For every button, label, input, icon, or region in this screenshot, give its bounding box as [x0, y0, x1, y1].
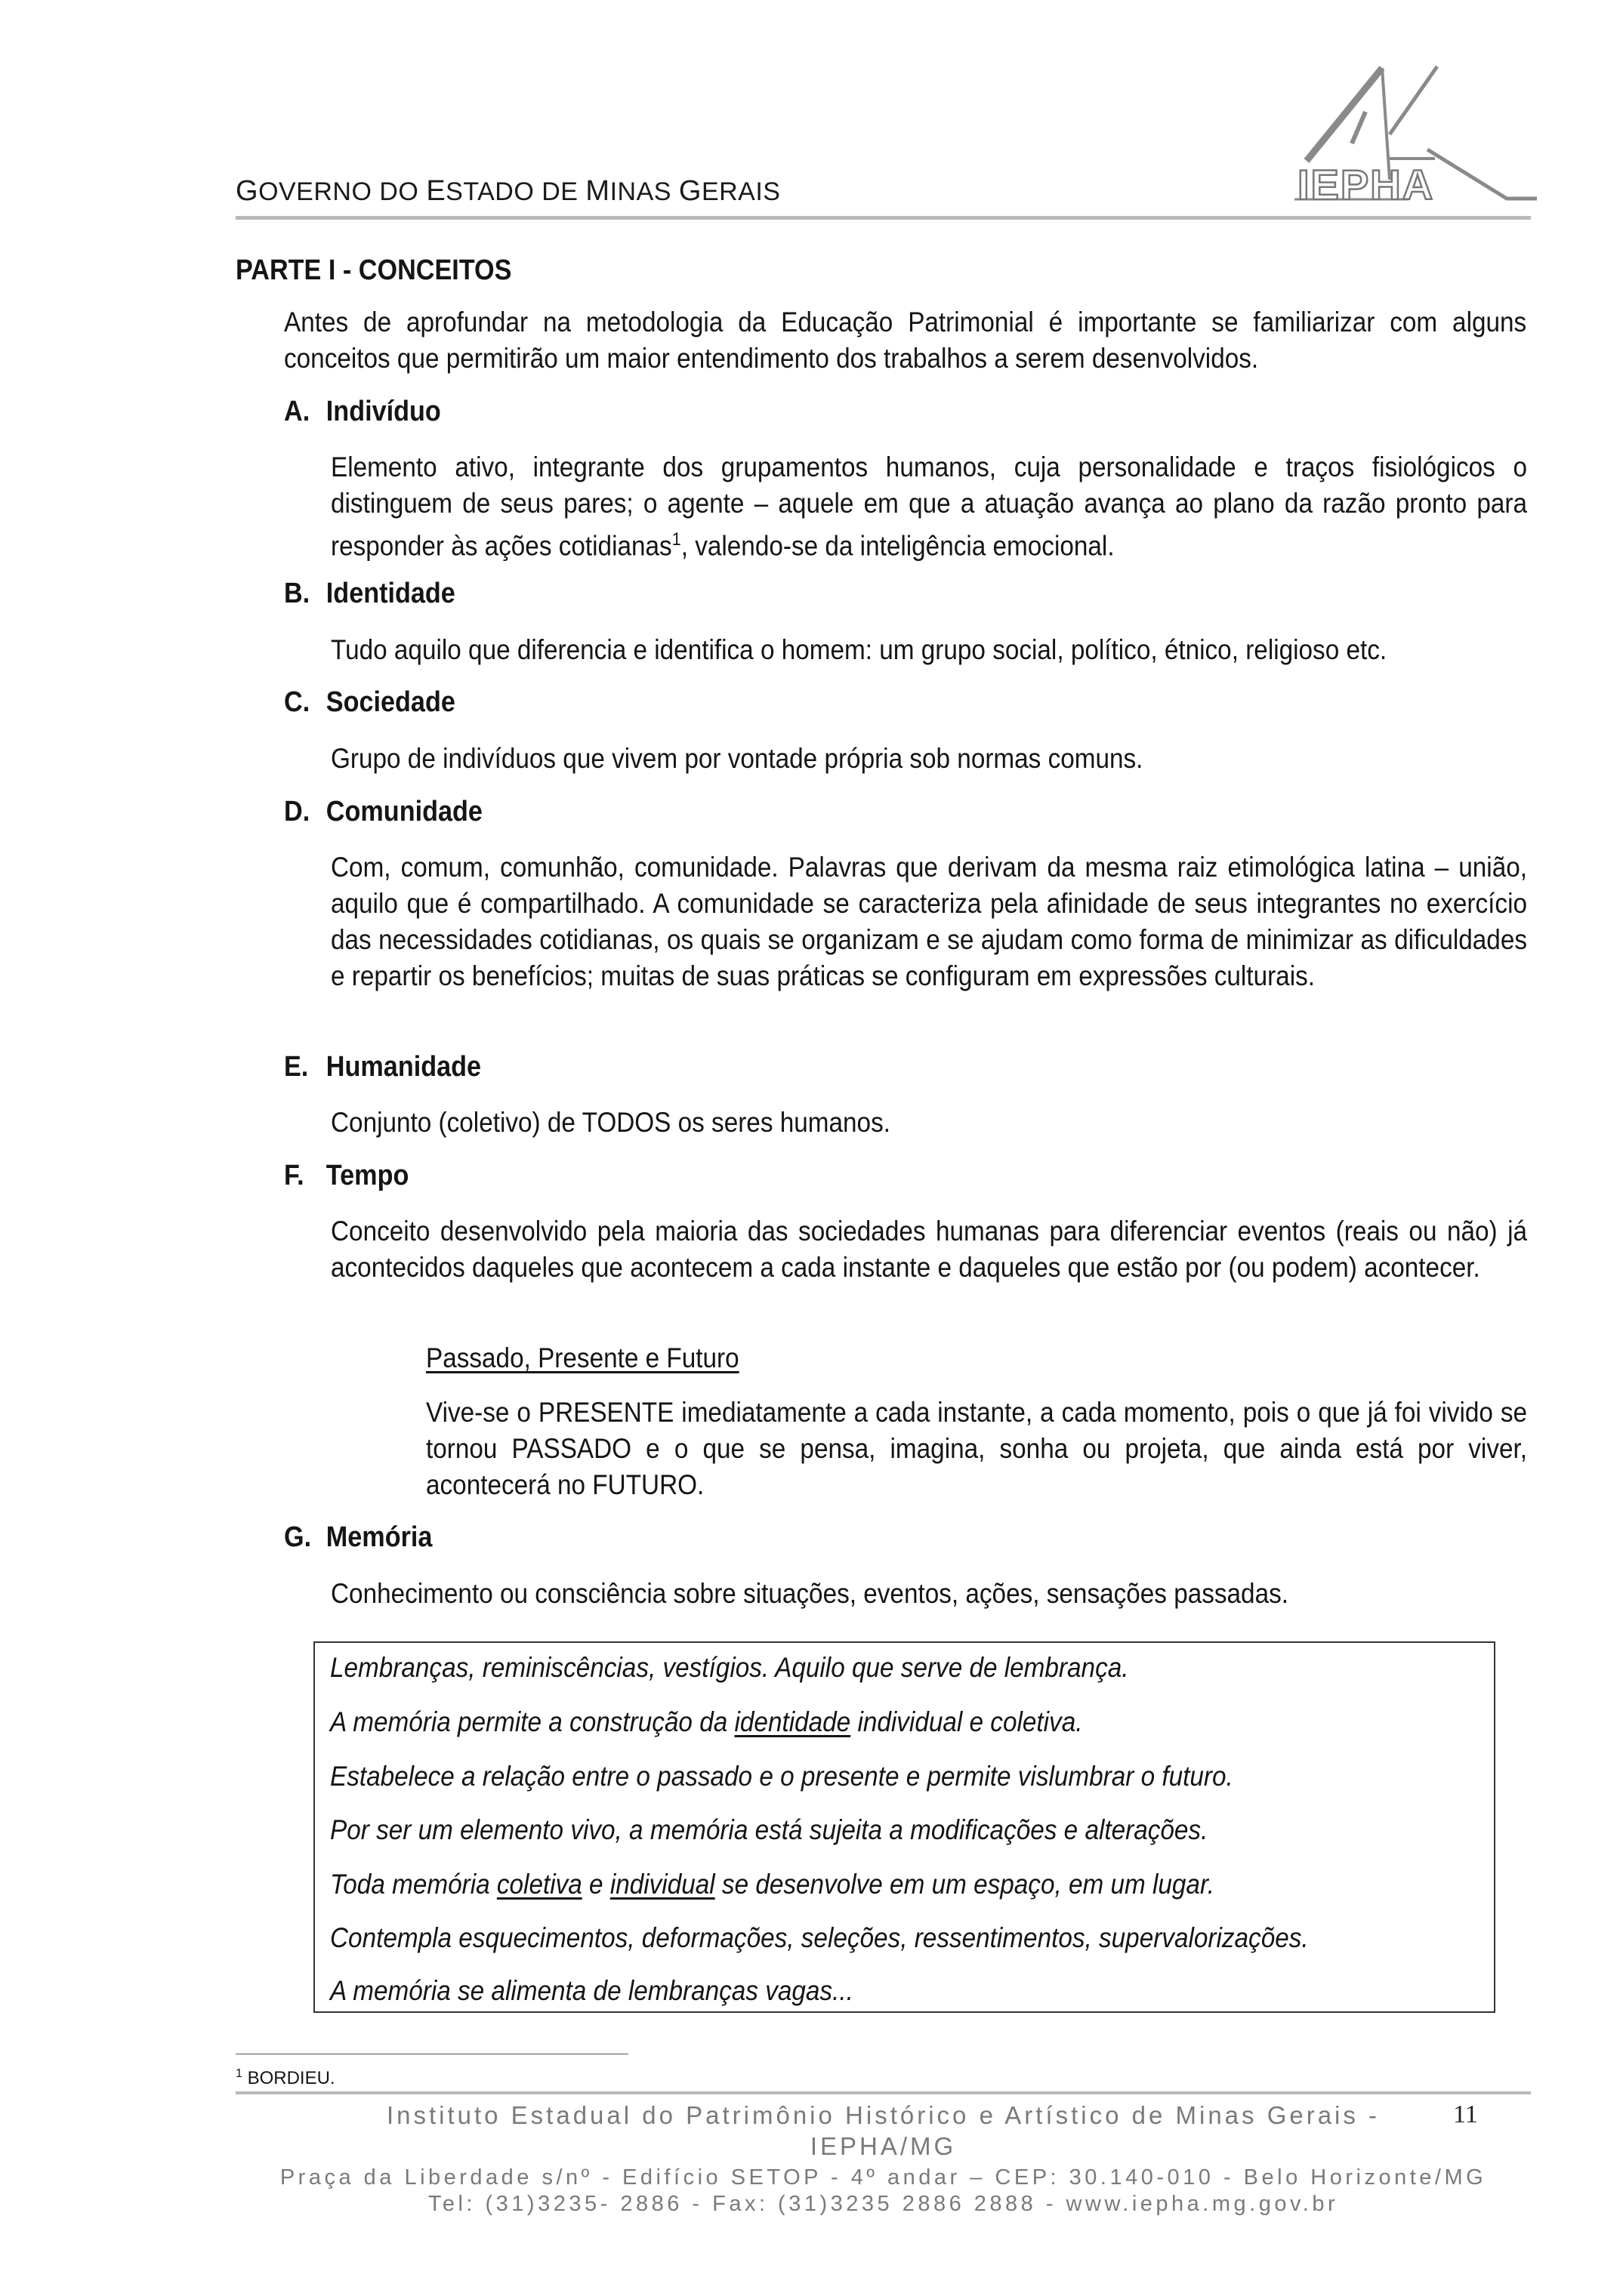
section-d-text: Com, comum, comunhão, comunidade. Palavras que derivam da mesma raiz etimológica latina – união, aquilo que é compartilhado. A comunidade se caracteriza pela afinidade de seus integrantes no exercício das necessidades cotidianas, os quais se organizam e se ajudam como forma de minimizar as dificuldades e repartir os benefícios; muitas de suas práticas se configuram em expressões culturais. [331, 852, 1527, 991]
box-line-4: Por ser um elemento vivo, a memória está sujeita a modificações e alterações. [330, 1814, 1208, 1845]
memory-box [313, 1641, 1495, 2013]
box-line-2: A memória permite a construção da identidade individual e coletiva. [330, 1706, 1083, 1737]
section-g-heading: G. Memória [284, 1521, 433, 1553]
section-b-heading: B. Identidade [284, 578, 455, 609]
page-number: 11 [1453, 2100, 1478, 2128]
header-divider [236, 216, 1531, 220]
logo-text: IEPHA [1297, 161, 1435, 208]
box-line-3: Estabelece a relação entre o passado e o presente e permite vislumbrar o futuro. [330, 1761, 1233, 1792]
header-title: GOVERNO DO ESTADO DE MINAS GERAIS [236, 175, 781, 207]
footer-divider [236, 2091, 1531, 2094]
footer-acronym: IEPHA/MG [810, 2132, 957, 2160]
box-line-5: Toda memória coletiva e individual se desenvolve em um espaço, em um lugar. [330, 1869, 1215, 1900]
subsection-title: Passado, Presente e Futuro [426, 1342, 739, 1373]
section-d-heading: D. Comunidade [284, 796, 483, 827]
box-line-6: Contempla esquecimentos, deformações, seleções, ressentimentos, supervalorizações. [330, 1922, 1309, 1953]
section-e-text: Conjunto (coletivo) de TODOS os seres humanos. [331, 1107, 890, 1138]
footer-address: Praça da Liberdade s/nº - Edifício SETOP - 4º andar – CEP: 30.140-010 - Belo Horizonte/MG [279, 2165, 1487, 2190]
intro-paragraph: Antes de aprofundar na metodologia da Educação Patrimonial é importante se familiarizar com alguns conceitos que permitirão um maior entendimento dos trabalhos a serem desenvolvidos. [284, 307, 1527, 374]
footer-institution: Instituto Estadual do Patrimônio Histórico e Artístico de Minas Gerais - [386, 2101, 1381, 2129]
section-b-text: Tudo aquilo que diferencia e identifica o homem: um grupo social, político, étnico, religioso etc. [331, 634, 1387, 665]
section-f-heading: F. Tempo [284, 1160, 409, 1191]
iepha-logo [1276, 59, 1537, 210]
section-a-heading: A. Indivíduo [284, 396, 441, 427]
subsection-text: Vive-se o PRESENTE imediatamente a cada instante, a cada momento, pois o que já foi vivido se tornou PASSADO e o que se pensa, imagina, sonha ou projeta, que ainda está por viver, acontecerá no FUTURO. [426, 1397, 1527, 1500]
part-title: PARTE I - CONCEITOS [236, 254, 512, 286]
section-c-heading: C. Sociedade [284, 686, 455, 718]
section-e-heading: E. Humanidade [284, 1051, 482, 1083]
section-a-text: Elemento ativo, integrante dos grupamentos humanos, cuja personalidade e traços fisiológicos o distinguem de seus pares; o agente – aquele em que a atuação avança ao plano da razão pronto para responder às ações cotidianas$^1$, valendo-se da inteligência emocional. [331, 451, 1527, 562]
box-line-7: A memória se alimenta de lembranças vagas... [330, 1975, 853, 2006]
footnote: $^1$ BORDIEU. [236, 2067, 335, 2088]
section-c-text: Grupo de indivíduos que vivem por vontade própria sob normas comuns. [331, 743, 1143, 774]
footer-contact: Tel: (31)3235- 2886 - Fax: (31)3235 2886 2888 - www.iepha.mg.gov.br [427, 2192, 1339, 2216]
footnote-ref: 1 [671, 529, 681, 550]
section-g-text: Conhecimento ou consciência sobre situações, eventos, ações, sensações passadas. [331, 1578, 1289, 1609]
section-f-text: Conceito desenvolvido pela maioria das sociedades humanas para diferenciar eventos (reais ou não) já acontecidos daqueles que acontecem a cada instante e daqueles que estão por (ou podem) acontecer. [331, 1216, 1527, 1283]
box-line-1: Lembranças, reminiscências, vestígios. Aquilo que serve de lembrança. [330, 1652, 1129, 1683]
